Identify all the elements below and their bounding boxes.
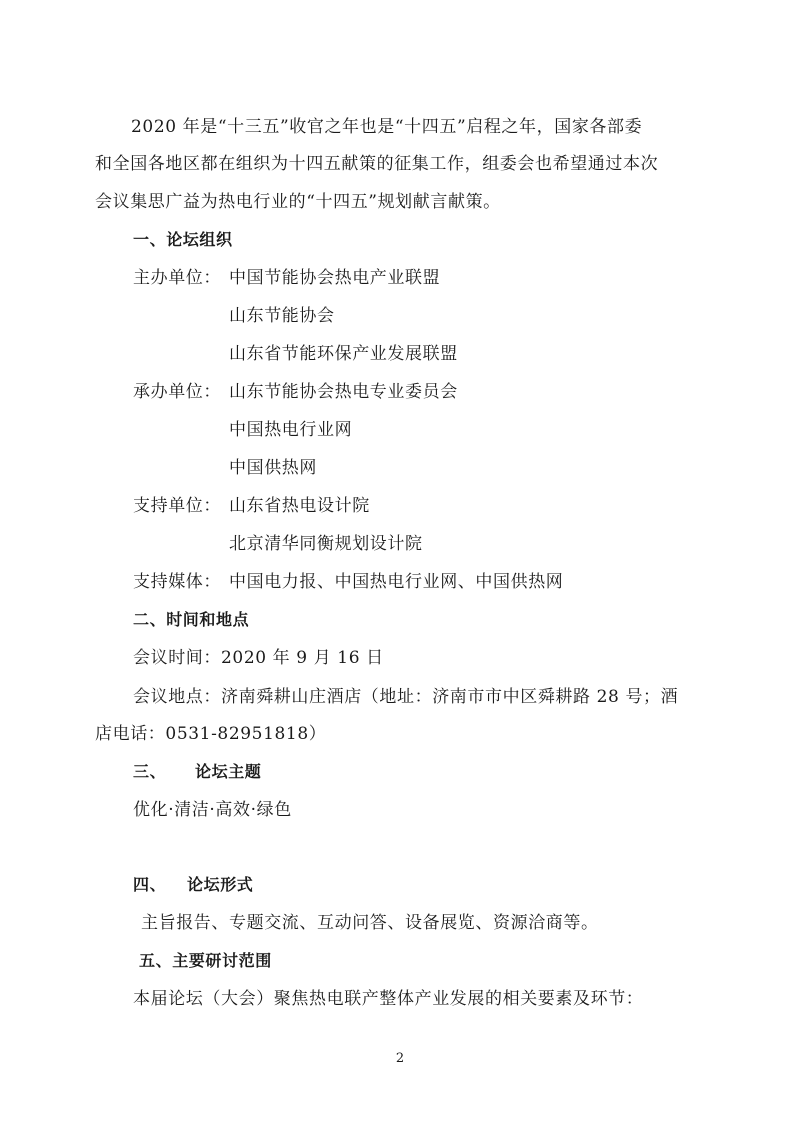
host-item: 山东节能协会: [229, 306, 335, 326]
host-item: 中国节能协会热电产业联盟: [229, 268, 441, 288]
organizer-item: 山东节能协会热电专业委员会: [229, 382, 458, 402]
scope-intro: 本届论坛（大会）聚焦热电联产整体产业发展的相关要素及环节：: [133, 989, 644, 1009]
meeting-place-line-1: 会议地点：济南舜耕山庄酒店（地址：济南市市中区舜耕路 28 号；酒: [133, 687, 679, 707]
supporter-item: 山东省热电设计院: [229, 496, 370, 516]
forum-format: 主旨报告、专题交流、互动问答、设备展览、资源洽商等。: [141, 913, 599, 933]
media-list: 中国电力报、中国热电行业网、中国供热网: [229, 572, 564, 592]
supporter-label: 支持单位：: [133, 496, 221, 516]
meeting-time: 会议时间：2020 年 9 月 16 日: [133, 648, 384, 668]
organizer-item: 中国供热网: [229, 458, 317, 478]
organizer-label: 承办单位：: [133, 382, 221, 402]
section-4-heading: 论坛形式: [187, 875, 254, 894]
host-item: 山东省节能环保产业发展联盟: [229, 344, 458, 364]
forum-theme: 优化·清洁·高效·绿色: [133, 800, 292, 820]
section-3-heading-number: 三、: [133, 762, 167, 781]
organizer-item: 中国热电行业网: [229, 420, 353, 440]
section-1-heading: 一、论坛组织: [133, 230, 233, 249]
meeting-place-line-2: 店电话：0531-82951818）: [95, 724, 327, 744]
section-3-heading: 论坛主题: [195, 762, 262, 781]
section-4-heading-number: 四、: [133, 875, 167, 894]
host-label: 主办单位：: [133, 268, 221, 288]
intro-line-3: 会议集思广益为热电行业的“十四五”规划献言献策。: [95, 192, 501, 212]
supporter-item: 北京清华同衡规划设计院: [229, 534, 423, 554]
section-2-heading: 二、时间和地点: [133, 610, 250, 629]
intro-line-2: 和全国各地区都在组织为十四五献策的征集工作，组委会也希望通过本次: [95, 154, 659, 174]
media-label: 支持媒体：: [133, 572, 221, 592]
intro-line-1: 2020 年是“十三五”收官之年也是“十四五”启程之年，国家各部委: [131, 117, 643, 137]
section-5-heading: 五、主要研讨范围: [139, 951, 272, 970]
page-number: 2: [395, 1051, 405, 1066]
